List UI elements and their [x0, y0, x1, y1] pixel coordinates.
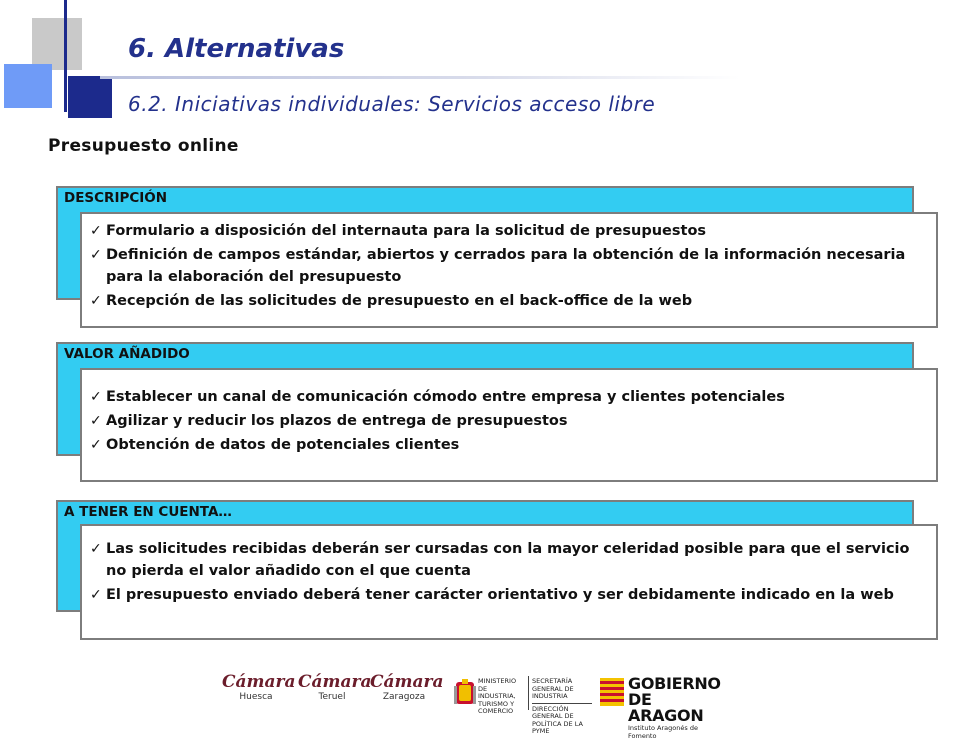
checkmark-icon: ✓: [90, 587, 102, 603]
ministerio-industria-logo: [454, 676, 590, 735]
ministry-secretaria: SECRETARÍA GENERAL DE: [532, 677, 574, 693]
ministry-line: TURISMO Y: [478, 699, 515, 708]
camara-teruel-logo: [298, 672, 372, 712]
ministry-divider: [528, 676, 529, 710]
camara-logo-city: Zaragoza: [382, 692, 426, 702]
section-label: A TENER EN CUENTA…: [64, 504, 232, 520]
gobierno-line1: GOBIERNO: [628, 674, 721, 693]
checkmark-icon: ✓: [90, 389, 102, 405]
ministry-hr: [532, 703, 592, 704]
gobierno-sub: Instituto Aragonés de Fomento: [628, 724, 698, 740]
camara-logo-city: Teruel: [318, 692, 346, 702]
camara-huesca-logo: [222, 672, 296, 712]
list-item: [90, 386, 928, 408]
header-decoration-blue-square: [4, 64, 52, 108]
ministry-direccion: POLÍTICA DE LA PYME: [532, 719, 583, 735]
list-item: [90, 410, 928, 432]
checkmark-icon: ✓: [90, 413, 102, 429]
ministry-direccion: DIRECCIÓN GENERAL DE: [532, 704, 574, 720]
section-valor-box: [80, 368, 938, 482]
list-item-text: Establecer un canal de comunicación cómodo entre empresa y clientes potenciales: [106, 389, 785, 405]
list-item-text: Definición de campos estándar, abiertos y cerrados para la obtención de la información necesaria para la elaboración del presupuesto: [106, 247, 906, 285]
section-label: VALOR AÑADIDO: [64, 346, 190, 362]
camara-zaragoza-logo: [370, 672, 444, 712]
camara-logo-city: Huesca: [239, 692, 273, 702]
list-item-text: Formulario a disposición del internauta para la solicitud de presupuestos: [106, 223, 707, 239]
list-item: [90, 434, 928, 456]
ministry-line: MINISTERIO: [478, 677, 517, 685]
list-item: [90, 290, 928, 312]
section-descripcion-box: [80, 212, 938, 328]
slide-subtitle: 6.2. Iniciativas individuales: Servicios acceso libre: [128, 92, 656, 116]
checkmark-icon: ✓: [90, 541, 102, 557]
camara-logo-text: Cámara: [298, 672, 372, 692]
list-item: [90, 220, 928, 242]
ministry-line: COMERCIO: [478, 707, 514, 715]
list-item-text: Recepción de las solicitudes de presupuesto en el back-office de la web: [106, 293, 693, 309]
list-item-text: Obtención de datos de potenciales clientes: [106, 437, 460, 453]
list-item: [90, 538, 928, 582]
list-item-text: Las solicitudes recibidas deberán ser cursadas con la mayor celeridad posible para que el servicio no pierda el valor añadido con el que cuenta: [106, 541, 910, 579]
section-tener-box: [80, 524, 938, 640]
camara-logo-text: Cámara: [370, 672, 444, 692]
aragon-flag-icon: [600, 678, 624, 706]
header-decoration-horizontal-line: [100, 76, 740, 79]
ministry-secretaria: INDUSTRIA: [532, 692, 568, 700]
list-item: [90, 244, 928, 288]
checkmark-icon: ✓: [90, 223, 102, 239]
header-decoration-navy-square: [68, 76, 112, 118]
list-item-text: El presupuesto enviado deberá tener carácter orientativo y ser debidamente indicado en la web: [106, 587, 894, 603]
list-item: [90, 584, 928, 606]
header-decoration-gray-square: [32, 18, 82, 70]
list-item-text: Agilizar y reducir los plazos de entrega de presupuestos: [106, 413, 568, 429]
page-heading: Presupuesto online: [48, 136, 239, 156]
spain-coat-of-arms-icon: [454, 678, 476, 708]
camara-logo-text: Cámara: [222, 672, 296, 692]
checkmark-icon: ✓: [90, 247, 102, 263]
gobierno-aragon-logo: [600, 674, 721, 740]
header-decoration-vertical-line: [64, 0, 67, 112]
checkmark-icon: ✓: [90, 437, 102, 453]
section-label: DESCRIPCIÓN: [64, 190, 168, 206]
ministry-line: DE INDUSTRIA,: [478, 684, 516, 700]
slide-title: 6. Alternativas: [128, 34, 345, 64]
checkmark-icon: ✓: [90, 293, 102, 309]
gobierno-line2: DE ARAGON: [628, 690, 704, 725]
